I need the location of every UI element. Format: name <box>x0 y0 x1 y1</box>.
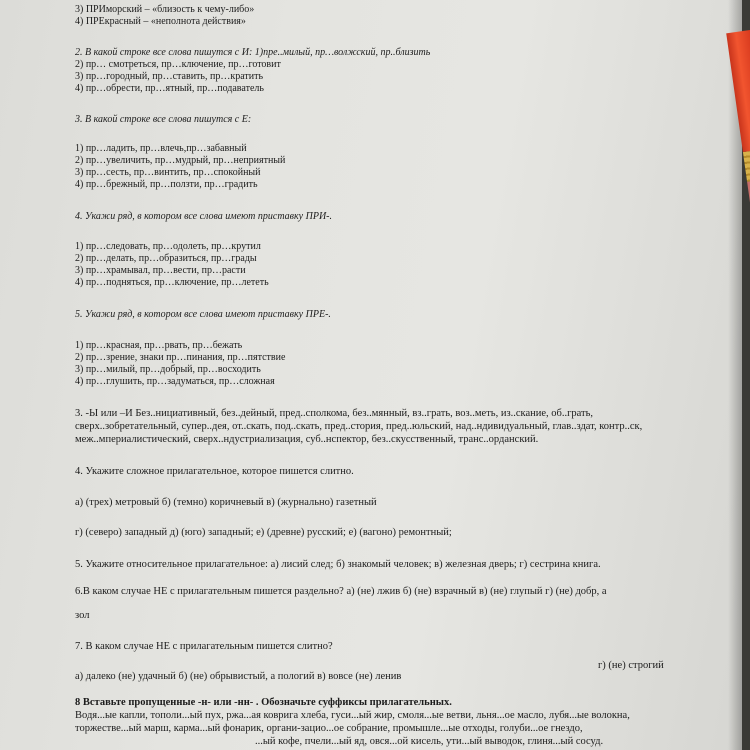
text-line: г) (не) строгий <box>598 660 664 671</box>
text-line: г) (северо) западный д) (юго) западный; е) (древне) русский; е) (вагоно) ремонтный; <box>75 527 452 538</box>
text-line: 3. В какой строке все слова пишутся с Е: <box>75 114 252 125</box>
text-line: 3. -Ы или –И Без..нициативный, без..дейный, пред..сполкома, без..мянный, вз..грать, воз..меть, из..скание, об..грать, <box>75 408 594 419</box>
text-line: 4. Укажи ряд, в котором все слова имеют приставку ПРИ-. <box>75 211 333 222</box>
text-line: 4. Укажите сложное прилагательное, которое пишется слитно. <box>75 466 354 477</box>
text-line: меж..мпериалистический, сверх..ндустриализация, суб..нспектор, без..скусственный, транс..орданский. <box>75 434 539 445</box>
text-line: а) далеко (не) удачный б) (не) обрывистый, а пологий в) вовсе (не) ленив <box>75 671 402 682</box>
text-line: 1) пр…ладить, пр…влечь,пр…забавный <box>75 143 247 154</box>
text-line: 4) пр…брежный, пр…ползти, пр…градить <box>75 179 258 190</box>
text-line: 3) пр…городный, пр…ставить, пр…кратить <box>75 71 264 82</box>
text-line: 7. В каком случае НЕ с прилагательным пишется слитно? <box>75 641 333 652</box>
text-line: 4) пр…глушить, пр…задуматься, пр…сложная <box>75 376 275 387</box>
text-line: зол <box>75 610 90 621</box>
text-line: 2) пр… смотреться, пр…ключение, пр…готовит <box>75 59 281 70</box>
text-line: 3) ПРИморский – «близость к чему-либо» <box>75 4 255 15</box>
pencil-ferrule <box>743 149 750 182</box>
text-line: 4) пр…обрести, пр…ятный, пр…подаватель <box>75 83 264 94</box>
text-line: 1) пр…следовать, пр…одолеть, пр…крутил <box>75 241 261 252</box>
text-line: Водя...ые капли, тополи...ый пух, ржа...ая коврига хлеба, гуси...ый жир, смоля...ые ветви, льня...ое масло, лубя...ые волокна, <box>75 710 630 721</box>
text-line: 5. Укажите относительное прилагательное: а) лисий след; б) знакомый человек; в) железная дверь; г) сестрина книга. <box>75 559 601 570</box>
text-line: сверх..зобретательный, супер..дея, от..скать, под..скать, пред..стория, пред..юльский, над..ндивидуальный, глав..здат, контр..ск, <box>75 421 643 432</box>
text-line: 3) пр…храмывал, пр…вести, пр…расти <box>75 265 246 276</box>
text-line: 3) пр…сесть, пр…винтить, пр…спокойный <box>75 167 261 178</box>
text-line: 4) пр…подняться, пр…ключение, пр…лететь <box>75 277 269 288</box>
text-line: 6.В каком случае НЕ с прилагательным пишется раздельно? а) (не) лжив б) (не) взрачный в) (не) глупый г) (не) добр, а <box>75 586 607 597</box>
text-line: 2) пр…зрение, знаки пр…пинания, пр…пятствие <box>75 352 286 363</box>
text-line: ...ый кофе, пчели...ый яд, овся...ой кисель, ути...ый выводок, глиня...ый сосуд. <box>255 736 604 747</box>
text-line: 1) пр…красная, пр…рвать, пр…бежать <box>75 340 243 351</box>
text-line: 5. Укажи ряд, в котором все слова имеют приставку ПРЕ-. <box>75 309 331 320</box>
text-line: торжестве...ый марш, карма...ый фонарик, органи-зацио...ое собрание, промышле...ые отходы, голуби...ое гнездо, <box>75 723 583 734</box>
text-line: 2. В какой строке все слова пишутся с И: 1)пре..милый, пр…волжский, пр..близить <box>75 47 431 58</box>
text-line: 2) пр…делать, пр…образиться, пр…грады <box>75 253 257 264</box>
text-line: а) (трех) метровый б) (темно) коричневый в) (журнально) газетный <box>75 497 377 508</box>
text-line: 8 Вставьте пропущенные -н- или -нн- . Обозначьте суффиксы прилагательных. <box>75 697 452 708</box>
text-line: 2) пр…увеличить, пр…мудрый, пр…неприятный <box>75 155 286 166</box>
text-line: 3) пр…милый, пр…добрый, пр…восходить <box>75 364 261 375</box>
text-line: 4) ПРЕкрасный – «неполнота действия» <box>75 16 246 27</box>
